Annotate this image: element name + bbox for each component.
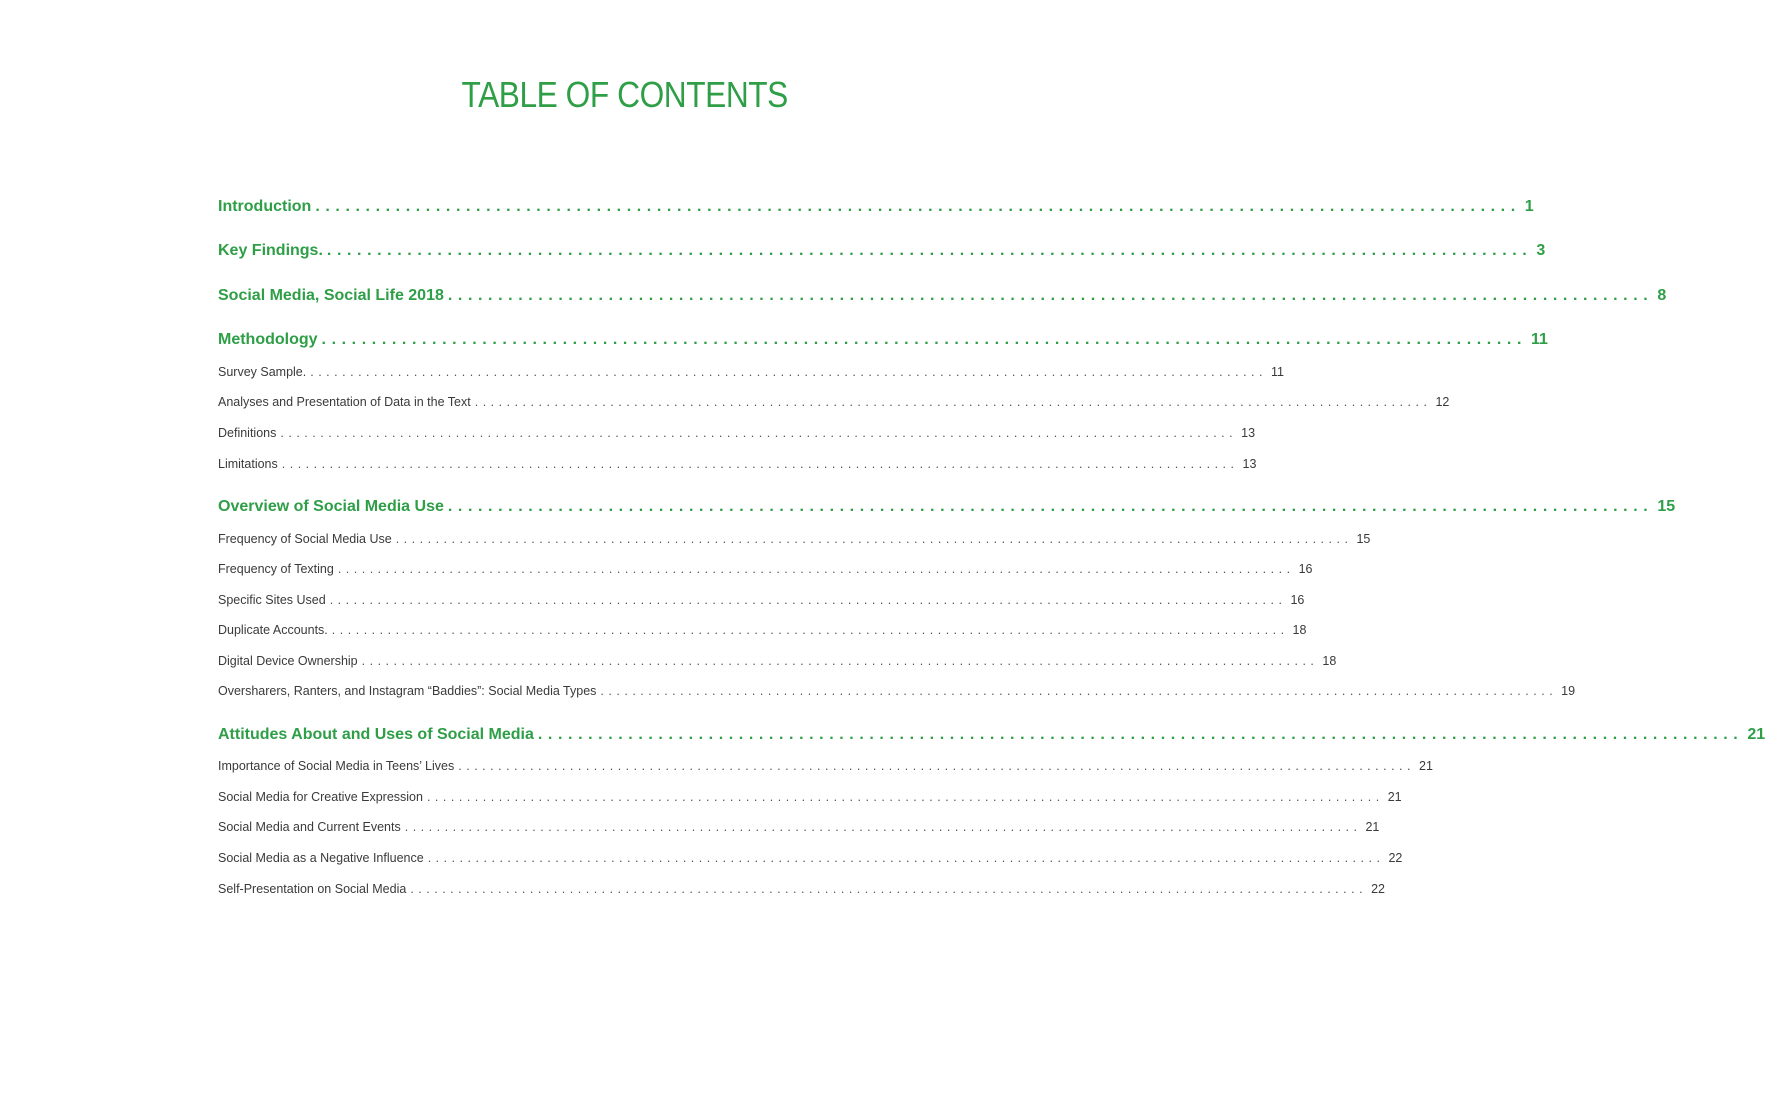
dot-leader: ........................................................................................................................ [337,562,1295,576]
toc-entry-duplicate-accounts[interactable] [218,623,1307,637]
dot-leader: ........................................................................................................................ [427,851,1385,865]
toc-entry-page: 18 [1292,623,1307,637]
toc-entry-label: Duplicate Accounts. [218,623,328,637]
toc-entry-page: 18 [1322,654,1337,668]
dot-leader: ........................................................................................................................ [361,654,1319,668]
toc-entry-page: 15 [1356,532,1371,546]
toc-entry-social-media-social-life[interactable] [218,287,1667,305]
dot-leader: ........................................................................................................................ [447,498,1654,515]
dot-leader: ........................................................................................................................ [447,287,1654,304]
toc-entry-self-presentation[interactable] [218,882,1385,896]
toc-entry-label: Limitations [218,457,278,471]
toc-entry-page: 21 [1419,759,1433,773]
toc-entry-label: Digital Device Ownership [218,654,358,668]
toc-entry-creative-expression[interactable] [218,790,1402,804]
toc-entry-negative-influence[interactable] [218,851,1403,865]
toc-entry-page: 16 [1290,593,1305,607]
toc-entry-methodology[interactable] [218,331,1548,349]
dot-leader: ........................................................................................................................ [281,457,1239,471]
toc-entry-page: 15 [1657,498,1676,515]
dot-leader: ........................................................................................................................ [537,726,1744,743]
toc-entry-label: Definitions [218,426,277,440]
dot-leader: ........................................................................................................................ [310,365,1267,379]
dot-leader: ........................................................................................................................ [280,426,1238,440]
toc-entry-importance[interactable] [218,759,1433,773]
toc-entry-survey-sample[interactable] [218,365,1284,379]
dot-leader: ........................................................................................................................ [474,395,1432,409]
toc-entry-label: Methodology [218,331,318,348]
dot-leader: ........................................................................................................................ [395,532,1353,546]
toc-entry-label: Survey Sample. [218,365,307,379]
toc-entry-label: Introduction [218,198,312,215]
toc-entry-label: Key Findings. [218,242,323,259]
toc-entry-page: 21 [1747,726,1765,743]
toc-entry-page: 11 [1530,331,1548,348]
dot-leader: ........................................................................................................................ [600,684,1558,698]
toc-entry-definitions[interactable] [218,426,1256,440]
dot-leader: ........................................................................................................................ [315,198,1521,215]
toc-entry-device-ownership[interactable] [218,654,1337,668]
toc-entry-limitations[interactable] [218,457,1257,471]
toc-entry-label: Frequency of Social Media Use [218,532,392,546]
toc-entry-label: Self-Presentation on Social Media [218,882,407,896]
toc-entry-page: 22 [1388,851,1403,865]
dot-leader: ........................................................................................................................ [329,593,1287,607]
toc-entry-page: 8 [1657,287,1667,304]
toc-entry-attitudes[interactable] [218,726,1765,744]
toc-entry-label: Social Media for Creative Expression [218,790,423,804]
toc-entry-page: 1 [1524,198,1534,215]
dot-leader: ........................................................................................................................ [404,820,1362,834]
toc-entry-label: Importance of Social Media in Teens’ Lives [218,759,455,773]
toc-entry-page: 13 [1242,457,1257,471]
dot-leader: ........................................................................................................................ [331,623,1289,637]
dot-leader: ........................................................................................................................ [321,331,1527,348]
toc-entry-page: 21 [1365,820,1380,834]
toc-entry-key-findings[interactable] [218,242,1546,260]
toc-entry-page: 11 [1270,365,1284,379]
toc-entry-page: 21 [1387,790,1402,804]
toc-entry-analyses[interactable] [218,395,1450,409]
toc-entry-page: 12 [1435,395,1450,409]
toc-entry-label: Analyses and Presentation of Data in the Text [218,395,471,409]
toc-entry-page: 22 [1371,882,1385,896]
dot-leader: ........................................................................................................................ [458,759,1415,773]
toc-entry-label: Frequency of Texting [218,562,334,576]
toc-entry-page: 19 [1561,684,1576,698]
toc-entry-frequency-social-media[interactable] [218,532,1371,546]
toc-entry-frequency-texting[interactable] [218,562,1313,576]
toc-entry-page: 3 [1536,242,1546,259]
toc-entry-label: Oversharers, Ranters, and Instagram “Baddies”: Social Media Types [218,684,597,698]
toc-entry-label: Social Media and Current Events [218,820,401,834]
toc-entry-label: Specific Sites Used [218,593,326,607]
toc-entry-page: 13 [1241,426,1256,440]
toc-entry-page: 16 [1298,562,1313,576]
toc-entry-label: Attitudes About and Uses of Social Media [218,726,534,743]
toc-entry-label: Social Media, Social Life 2018 [218,287,444,304]
dot-leader: ........................................................................................................................ [426,790,1384,804]
toc-entry-label: Social Media as a Negative Influence [218,851,424,865]
toc-entry-current-events[interactable] [218,820,1380,834]
dot-leader: ........................................................................................................................ [410,882,1368,896]
toc-entry-introduction[interactable] [218,198,1534,216]
page-title: TABLE OF CONTENTS [461,74,788,115]
toc-entry-overview[interactable] [218,498,1676,516]
toc-entry-specific-sites[interactable] [218,593,1305,607]
toc-entry-label: Overview of Social Media Use [218,498,444,515]
toc-entry-social-media-types[interactable] [218,684,1576,698]
dot-leader: ........................................................................................................................ [326,242,1533,259]
